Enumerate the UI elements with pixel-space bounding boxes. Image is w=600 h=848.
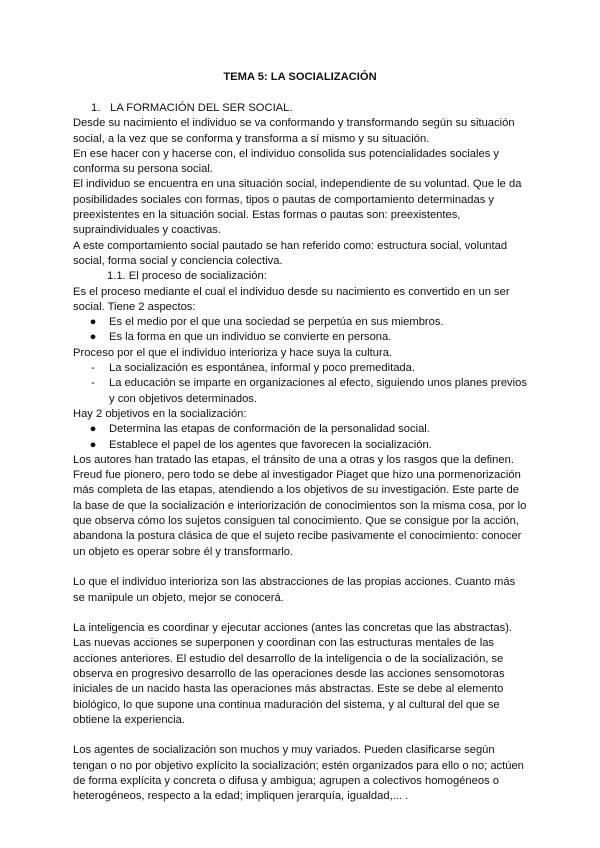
paragraph: El individuo se encuentra en una situación social, independiente de su voluntad. Que le da posibilidades sociales con formas, tipos o pautas de comportamiento determinadas y preexistentes en la situación social. Estas formas o pautas son: preexistentes, supraindividuales y coactivas. bbox=[73, 178, 522, 237]
dash-marker: - bbox=[91, 362, 95, 375]
document-body bbox=[73, 101, 529, 805]
paragraph: Desde su nacimiento el individuo se va conformando y transformando según su situación social, a la vez que se conforma y transforma a sí mismo y su situación. bbox=[73, 117, 515, 145]
bullet-marker: ● bbox=[89, 423, 97, 436]
dash-marker: - bbox=[91, 377, 95, 390]
document-title: TEMA 5: LA SOCIALIZACIÓN bbox=[223, 71, 377, 83]
paragraph-gap bbox=[73, 560, 529, 575]
list-item bbox=[73, 438, 529, 453]
paragraph-gap bbox=[73, 606, 529, 621]
paragraph: Los autores han tratado las etapas, el tránsito de una a otras y los rasgos que la definen. Freud fue pionero, pero todo se debe al investigador Piaget que hizo una pormenorización más completa de las etapas, atendiendo a los objetivos de su investigación. Este parte de la base de que la socialización e interiorización de conocimientos son la misma cosa, por lo que observa cómo los sujetos consiguen tal conocimiento. Que se consigue por la acción, abandona la postura clásica de que el sujeto recibe pasivamente el conocimiento: conocer un objeto es operar sobre él y transformarlo. bbox=[73, 453, 527, 558]
paragraph: La inteligencia es coordinar y ejecutar acciones (antes las concretas que las abstractas). Las nuevas acciones se superponen y coordinan con las estructuras mentales de las acciones anteriores. El estudio del desarrollo de la inteligencia o de la socialización, se observa en progresivo desarrollo de las operaciones desde las acciones sensomotoras iniciales de un nacido hasta las operaciones más abstractas. Este se debe al elemento biológico, lo que supone una continua maduración del sistema, y al cultural del que se obtiene la experiencia. bbox=[73, 622, 513, 726]
list-item bbox=[73, 330, 529, 345]
process-list bbox=[73, 361, 529, 407]
section-heading-text: LA FORMACIÓN DEL SER SOCIAL. bbox=[110, 102, 293, 114]
paragraph: Hay 2 objetivos en la socialización: bbox=[73, 407, 247, 420]
bullet-marker: ● bbox=[89, 438, 97, 451]
paragraph: Lo que el individuo interioriza son las abstracciones de las propias acciones. Cuanto más se manipule un objeto, mejor se conocerá. bbox=[73, 576, 516, 604]
list-item-text: Establece el papel de los agentes que favorecen la socialización. bbox=[109, 438, 432, 451]
list-item bbox=[73, 422, 529, 437]
paragraph: En ese hacer con y hacerse con, el individuo consolida sus potencialidades sociales y conforma su persona social. bbox=[73, 147, 499, 176]
bullet-marker: ● bbox=[89, 316, 97, 329]
paragraph: Los agentes de socialización son muchos y muy variados. Pueden clasificarse según tengan o no por objetivo explícito la socialización; estén organizados para ello o no; actúen de forma explícita y concreta o difusa y ambigua; agrupen a colectivos homogéneos o heterogéneos, respecto a la edad; impliquen jerarquía, igualdad,... . bbox=[73, 744, 524, 803]
aspects-list bbox=[73, 315, 529, 346]
bullet-marker: ● bbox=[89, 331, 97, 344]
list-item-text: La socialización es espontánea, informal y poco premeditada. bbox=[109, 362, 415, 375]
subsection-heading: 1.1. El proceso de socialización: bbox=[107, 270, 267, 283]
paragraph-gap bbox=[73, 728, 529, 743]
section-heading bbox=[91, 101, 529, 116]
list-item bbox=[73, 361, 529, 376]
list-item bbox=[73, 376, 529, 407]
list-item-text: Es el medio por el que una sociedad se perpetúa en sus miembros. bbox=[109, 316, 444, 329]
list-item-text: La educación se imparte en organizaciones al efecto, siguiendo unos planes previos y con objetivos determinados. bbox=[109, 377, 527, 405]
section-number: 1. bbox=[91, 102, 101, 114]
paragraph: A este comportamiento social pautado se han referido como: estructura social, voluntad social, forma social y conciencia colectiva. bbox=[73, 239, 508, 267]
list-item-text: Es la forma en que un individuo se convierte en persona. bbox=[109, 331, 392, 344]
list-item-text: Determina las etapas de conformación de la personalidad social. bbox=[109, 423, 430, 436]
paragraph: Proceso por el que el individuo interioriza y hace suya la cultura. bbox=[73, 346, 393, 359]
objectives-list bbox=[73, 422, 529, 453]
list-item bbox=[73, 315, 529, 330]
paragraph: Es el proceso mediante el cual el individuo desde su nacimiento es convertido en un ser social. Tiene 2 aspectos: bbox=[73, 285, 510, 313]
